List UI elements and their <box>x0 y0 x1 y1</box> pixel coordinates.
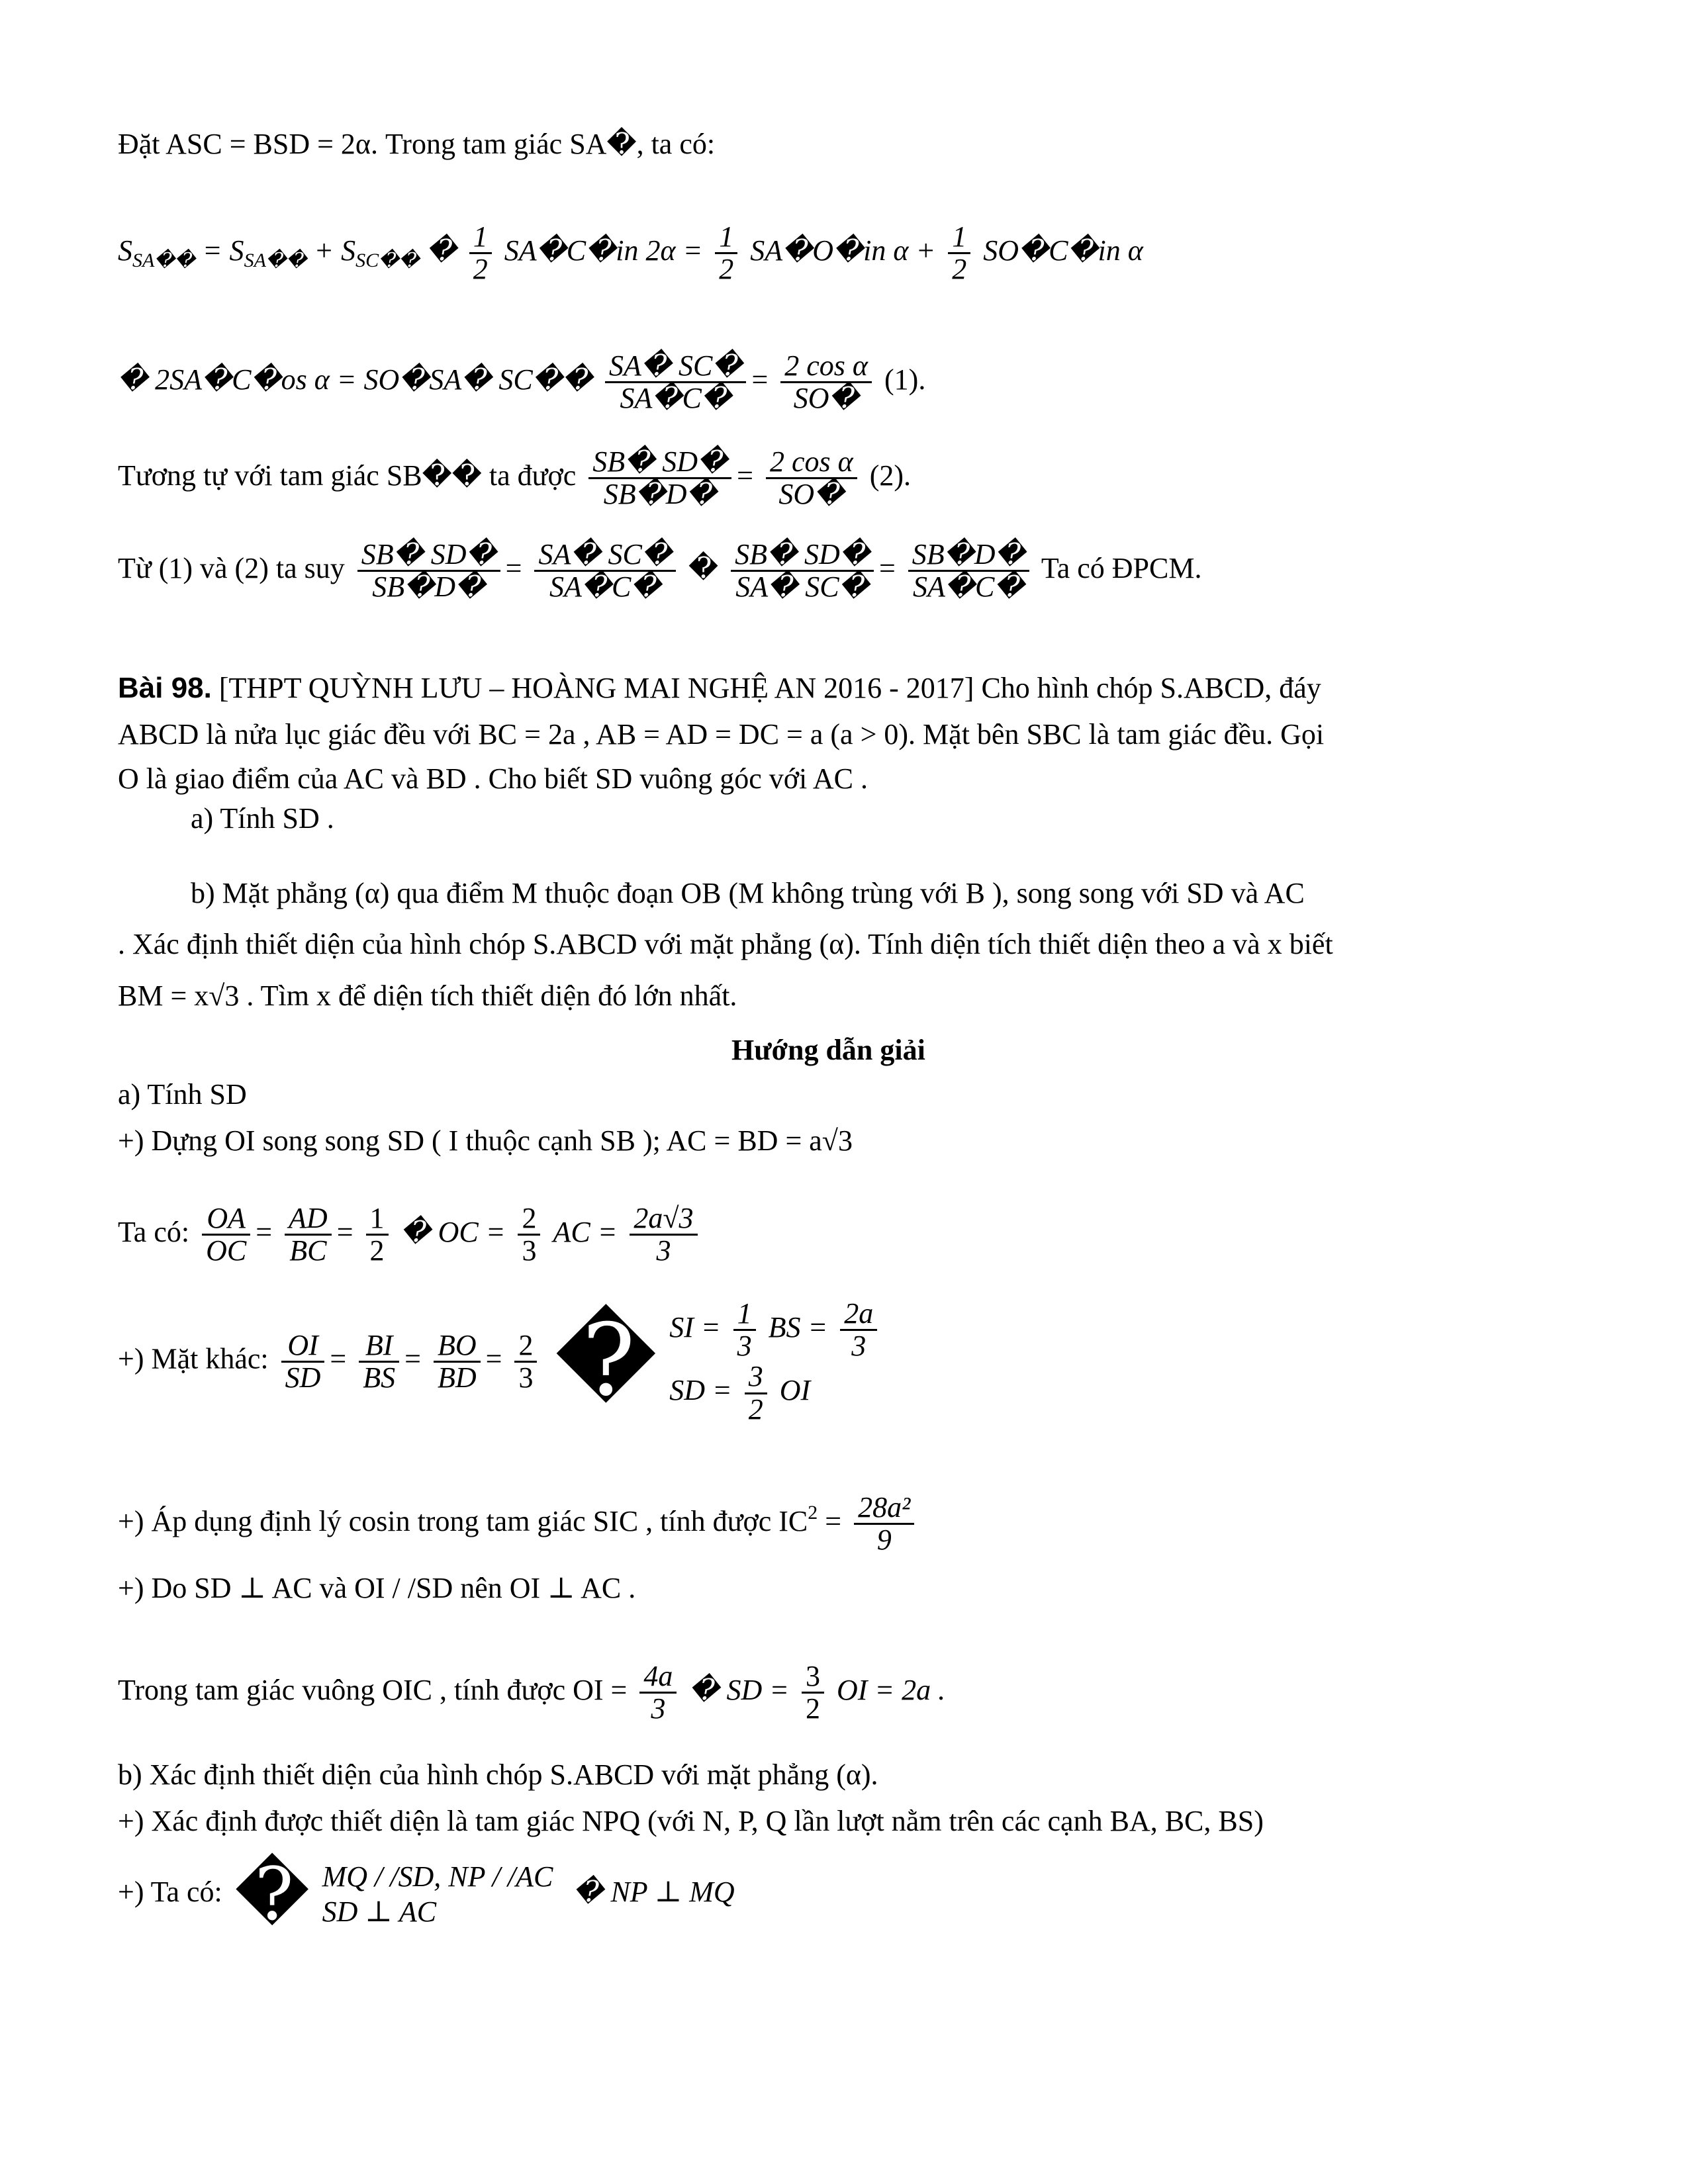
formula-part: = S <box>202 234 244 267</box>
formula-part: AC = <box>553 1215 618 1248</box>
formula-subscript: SA�� <box>244 249 307 271</box>
fraction: $\frac{1}{3}$ <box>733 1298 756 1361</box>
formula-part: OI = 2a . <box>836 1673 946 1706</box>
formula-part: SA�O�in α + <box>750 234 936 267</box>
equation-label: (1). <box>884 363 926 396</box>
text-part: Tương tự với tam giác SB�� ta được <box>118 459 577 492</box>
problem-header <box>118 674 1321 703</box>
formula-area-equation <box>118 222 1143 285</box>
solution-part-a: a) Tính SD <box>118 1078 247 1111</box>
text-part: +) Ta có: <box>118 1876 222 1909</box>
fraction: $\frac{BI}{BS}$ <box>359 1330 399 1393</box>
fraction: $\frac{AD}{BC}$ <box>285 1203 332 1266</box>
solution-heading: Hướng dẫn giải <box>731 1034 925 1066</box>
text-line-3: Từ (1) và (2) ta suy $\frac{SB� SD�}{SB�D�}$ = $\frac{SA� SC�}{SA�C�}$ � $\frac{SB� SD�}{SA� SC�}$ = $\frac{SB�D�}{SA�C�}$ Ta có ĐPCM. <box>118 538 1202 604</box>
problem-part-a: a) Tính SD . <box>191 802 334 835</box>
fraction: $\frac{SA� SC�}{SA�C�}$ <box>605 351 746 414</box>
equation-system <box>322 1860 553 1930</box>
problem-text-line: ABCD là nửa lục giác đều với BC = 2a , AB = AD = DC = a (a > 0). Mặt bên SBC là tam giác đều. Gọi <box>118 718 1325 751</box>
problem-text: [THPT QUỲNH LƯU – HOÀNG MAI NGHỆ AN 2016 - 2017] Cho hình chóp S.ABCD, đáy <box>218 672 1321 704</box>
fraction: $\frac{2a}{3}$ <box>840 1298 877 1361</box>
formula-part: S <box>118 234 132 267</box>
formula-part: SA�C�in 2α = <box>504 234 703 267</box>
problem-text-line: . Xác định thiết diện của hình chóp S.ABCD với mặt phẳng (α). Tính diện tích thiết diện theo a và x biết <box>118 928 1333 960</box>
fraction: $\frac{OA}{OC}$ <box>202 1203 250 1266</box>
fraction: $\frac{BO}{BD}$ <box>434 1330 481 1393</box>
fraction-half: $\frac{1}{2}$ <box>948 222 970 285</box>
text-part: = <box>825 1504 842 1537</box>
system-row: SI = $\frac{1}{3}$ BS = $\frac{2a}{3}$ <box>669 1298 882 1361</box>
solution-step: Ta có: $\frac{OA}{OC}$ = $\frac{AD}{BC}$ = $\frac{1}{2}$ � OC = $\frac{2}{3}$ AC = $\frac{2a√3}{3}$ <box>118 1203 703 1266</box>
formula-part: � OC = <box>400 1215 506 1248</box>
text-line-1: Đặt ASC = BSD = 2α. Trong tam giác SA�, ta có: <box>118 128 716 160</box>
formula-part: + S <box>314 234 356 267</box>
fraction: $\frac{2}{3}$ <box>514 1330 537 1393</box>
system-row: SD ⊥ AC <box>322 1895 437 1928</box>
text-part: +) Mặt khác: <box>118 1342 269 1375</box>
system-row: SD = $\frac{3}{2}$ OI <box>669 1360 811 1426</box>
equation-system <box>669 1298 882 1425</box>
text-part: Trong tam giác vuông OIC , tính được OI = <box>118 1673 628 1706</box>
fraction: $\frac{2}{3}$ <box>518 1203 540 1266</box>
fraction: $\frac{OI}{SD}$ <box>281 1330 325 1393</box>
formula-part: � <box>426 234 457 267</box>
text-part: Từ (1) và (2) ta suy <box>118 551 345 584</box>
fraction: $\frac{3}{2}$ <box>802 1661 824 1724</box>
system-brace: � <box>234 1854 310 1935</box>
fraction: $\frac{SB� SD�}{SA� SC�}$ <box>731 539 874 602</box>
problem-text-line: O là giao điểm của AC và BD . Cho biết SD vuông góc với AC . <box>118 762 868 795</box>
system-brace: � <box>555 1306 657 1417</box>
superscript: 2 <box>808 1501 818 1524</box>
fraction: $\frac{SB�D�}{SA�C�}$ <box>908 539 1029 602</box>
solution-step: +) Mặt khác: $\frac{OI}{SD}$ = $\frac{BI}{BS}$ = $\frac{BO}{BD}$ = $\frac{2}{3}$ � SI = $\frac{1}{3}$ BS = $\frac{2a}{3}$ SD = $\frac{3}{2}$ OI <box>118 1298 882 1425</box>
system-row: MQ / /SD, NP / /AC <box>322 1860 553 1893</box>
solution-step: +) Do SD ⊥ AC và OI / /SD nên OI ⊥ AC . <box>118 1572 636 1604</box>
formula-part: � SD = <box>689 1673 789 1706</box>
formula-part: � NP ⊥ MQ <box>573 1876 735 1909</box>
fraction: $\frac{SB� SD�}{SB�D�}$ <box>357 539 500 602</box>
text-part: Ta có ĐPCM. <box>1041 551 1202 584</box>
solution-part-b: b) Xác định thiết diện của hình chóp S.ABCD với mặt phẳng (α). <box>118 1758 878 1791</box>
formula-subscript: SC�� <box>355 249 420 271</box>
formula-line-1: � 2SA�C�os α = SO�SA� SC�� $\frac{SA� SC�}{SA�C�}$ = $\frac{\text{2 cos α}}{SO�}$ (1). <box>118 349 926 415</box>
problem-text-line: BM = x√3 . Tìm x để diện tích thiết diện đó lớn nhất. <box>118 979 737 1012</box>
implies-symbol: � <box>688 551 719 584</box>
formula-subscript: SA�� <box>132 249 195 271</box>
problem-number: Bài 98. <box>118 672 212 704</box>
solution-step: +) Dựng OI song song SD ( I thuộc cạnh SB ); AC = BD = a√3 <box>118 1124 853 1157</box>
solution-step <box>118 1661 945 1724</box>
problem-part-b: b) Mặt phẳng (α) qua điểm M thuộc đoạn OB (M không trùng với B ), song song với SD và AC <box>191 877 1305 909</box>
fraction: $\frac{SB� SD�}{SB�D�}$ <box>588 447 731 510</box>
fraction: $\frac{\text{2 cos α}}{SO�}$ <box>766 447 857 510</box>
fraction: $\frac{SA� SC�}{SA�C�}$ <box>534 539 675 602</box>
fraction: $\frac{\text{28a²}}{9}$ <box>854 1492 914 1555</box>
fraction: $\frac{1}{2}$ <box>366 1203 389 1266</box>
fraction-half: $\frac{1}{2}$ <box>469 222 492 285</box>
fraction: $\frac{4a}{3}$ <box>639 1661 677 1724</box>
text-line-2: Tương tự với tam giác SB�� ta được $\frac{SB� SD�}{SB�D�}$ = $\frac{\text{2 cos α}}{SO�}$ (2). <box>118 445 912 511</box>
fraction: $\frac{2a√3}{3}$ <box>630 1203 697 1266</box>
equation-label: (2). <box>869 459 912 492</box>
formula-part: � 2SA�C�os α = SO�SA� SC�� <box>118 363 592 396</box>
solution-step: +) Xác định được thiết diện là tam giác NPQ (với N, P, Q lần lượt nằm trên các cạnh BA, BC, BS) <box>118 1805 1264 1837</box>
text-part: +) Áp dụng định lý cosin trong tam giác SIC , tính được IC <box>118 1504 808 1537</box>
fraction-half: $\frac{1}{2}$ <box>715 222 737 285</box>
formula-part: SO�C�in α <box>983 234 1143 267</box>
solution-step <box>118 1492 919 1555</box>
fraction: $\frac{\text{2 cos α}}{SO�}$ <box>780 351 872 414</box>
fraction: $\frac{3}{2}$ <box>745 1361 767 1424</box>
solution-step <box>118 1854 735 1935</box>
text-part: Ta có: <box>118 1215 190 1248</box>
